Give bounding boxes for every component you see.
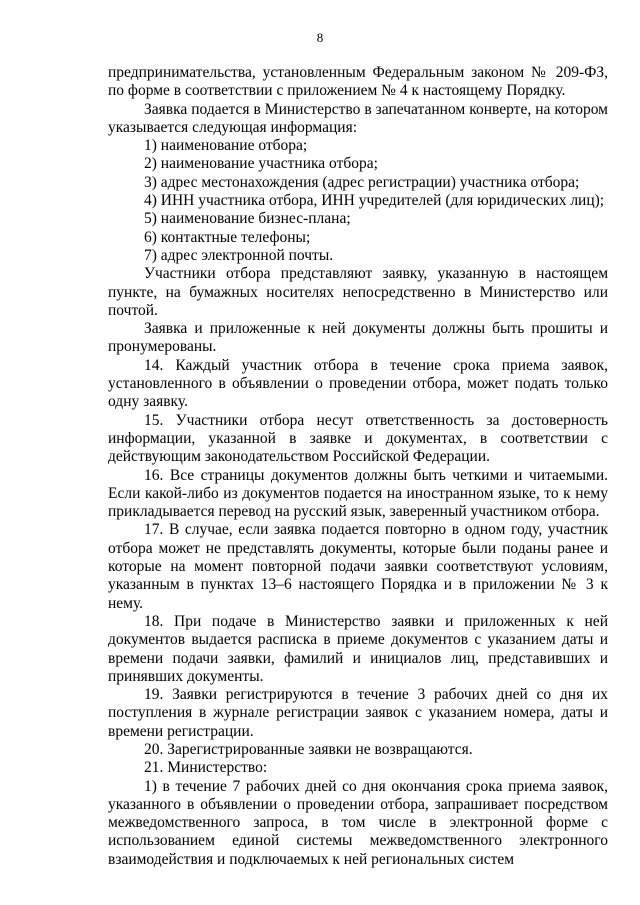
paragraph-19: 19. Заявки регистрируются в течение 3 рабочих дней со дня их поступления в журнале регистрации заявок с указанием номера, даты и времени регистрации.	[108, 686, 608, 740]
paragraph-20: 20. Зарегистрированные заявки не возвращаются.	[144, 740, 473, 758]
paragraph-15: 15. Участники отбора несут ответственность за достоверность информации, указанной в заявке и документах, в соответствии с действующим законодательством Российской Федерации.	[108, 411, 608, 466]
list-item-3: 3) адрес местонахождения (адрес регистрации) участника отбора;	[144, 173, 580, 191]
list-item-1: 1) наименование отбора;	[144, 137, 308, 155]
document-body	[108, 64, 608, 869]
paragraph-14: 14. Каждый участник отбора в течение срока приема заявок, установленного в объявлении о проведении отбора, может подать только одну заявку.	[108, 356, 608, 411]
list-item-5: 5) наименование бизнес-плана;	[144, 210, 351, 228]
paragraph-21: 21. Министерство:	[144, 759, 268, 777]
list-item-6: 6) контактные телефоны;	[144, 228, 311, 246]
paragraph-17: 17. В случае, если заявка подается повторно в одном году, участник отбора может не представлять документы, которые были поданы ранее и которые на момент повторной подачи заявки соответствуют условиям, указанным в пунктах 13–6 настоящего Порядка и в приложении № 3 к нему.	[108, 521, 608, 612]
paragraph-binding: Заявка и приложенные к ней документы должны быть прошиты и пронумерованы.	[108, 320, 608, 356]
paragraph-submission-method: Участники отбора представляют заявку, указанную в настоящем пункте, на бумажных носителях непосредственно в Министерство или почтой.	[108, 265, 608, 319]
list-item-7: 7) адрес электронной почты.	[144, 246, 334, 264]
paragraph-continuation: предпринимательства, установленным Федеральным законом № 209-ФЗ, по форме в соответствии с приложением № 4 к настоящему Порядку.	[108, 64, 608, 100]
paragraph-21-item-1: 1) в течение 7 рабочих дней со дня окончания срока приема заявок, указанного в объявлении о проведении отбора, запрашивает посредством межведомственного запроса, в том числе в электронной форме с использованием единой системы межведомственного электронного взаимодействия и подключаемых к ней региональных систем	[108, 777, 608, 868]
paragraph-18: 18. При подаче в Министерство заявки и приложенных к ней документов выдается расписка в приеме документов с указанием даты и времени подачи заявки, фамилий и инициалов лиц, представивших и принявших документы.	[108, 612, 608, 685]
page-number: 8	[316, 30, 324, 45]
paragraph-16: 16. Все страницы документов должны быть четкими и читаемыми. Если какой-либо из документов подается на иностранном языке, то к нему прикладывается перевод на русский язык, заверенный участником отбора.	[108, 466, 608, 521]
list-item-4: 4) ИНН участника отбора, ИНН учредителей (для юридических лиц);	[144, 192, 605, 210]
list-item-2: 2) наименование участника отбора;	[144, 155, 378, 173]
paragraph-application-envelope: Заявка подается в Министерство в запечатанном конверте, на котором указывается следующая информация:	[108, 100, 608, 136]
